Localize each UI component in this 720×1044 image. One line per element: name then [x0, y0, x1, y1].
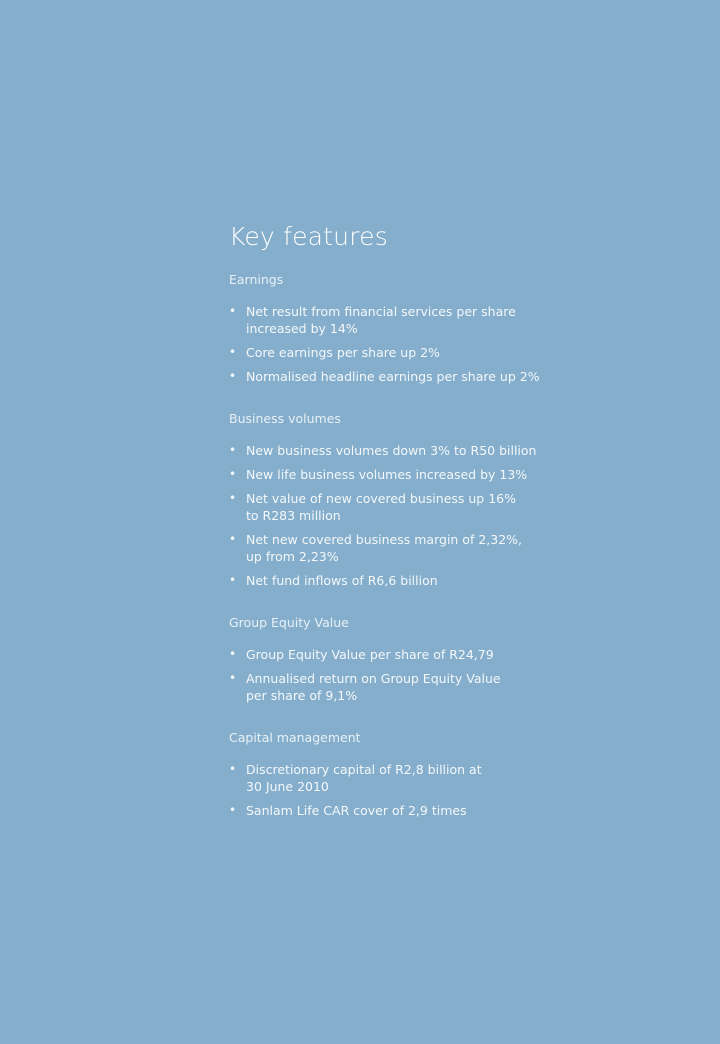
section-heading: Capital management	[229, 730, 361, 745]
bullet-icon: •	[229, 573, 237, 587]
list-item	[229, 344, 669, 361]
section-heading: Business volumes	[229, 411, 341, 426]
section-capital-management	[229, 730, 669, 819]
list-item	[229, 531, 669, 565]
bullet-icon: •	[229, 532, 237, 546]
bullet-icon: •	[229, 671, 237, 685]
list-item	[229, 466, 669, 483]
bullet-icon: •	[229, 803, 237, 817]
bullet-text: Net result from financial services per share increased by 14%	[246, 304, 516, 336]
list-item	[229, 670, 669, 704]
list-item	[229, 303, 669, 337]
bullet-icon: •	[229, 345, 237, 359]
list-item	[229, 572, 669, 589]
list-item	[229, 442, 669, 459]
list-item	[229, 368, 669, 385]
bullet-text: Group Equity Value per share of R24,79	[246, 647, 494, 662]
section-earnings	[229, 272, 669, 385]
bullet-text: Net value of new covered business up 16% to R283 million	[246, 491, 517, 523]
section-business-volumes	[229, 411, 669, 589]
bullet-text: Normalised headline earnings per share up 2%	[246, 369, 540, 384]
bullet-text: Net new covered business margin of 2,32%, up from 2,23%	[246, 532, 523, 564]
list-item	[229, 761, 669, 795]
bullet-list	[229, 303, 669, 385]
bullet-icon: •	[229, 647, 237, 661]
bullet-text: New life business volumes increased by 13%	[246, 467, 528, 482]
list-item	[229, 802, 669, 819]
sections-container	[229, 272, 669, 819]
section-heading: Earnings	[229, 272, 284, 287]
key-features-panel	[229, 222, 669, 845]
bullet-icon: •	[229, 304, 237, 318]
bullet-icon: •	[229, 762, 237, 776]
bullet-icon: •	[229, 491, 237, 505]
bullet-list	[229, 761, 669, 819]
bullet-icon: •	[229, 467, 237, 481]
list-item	[229, 490, 669, 524]
bullet-text: Core earnings per share up 2%	[246, 345, 440, 360]
bullet-icon: •	[229, 443, 237, 457]
bullet-list	[229, 442, 669, 589]
bullet-text: Discretionary capital of R2,8 billion at 30 June 2010	[246, 762, 482, 794]
bullet-text: Annualised return on Group Equity Value per share of 9,1%	[246, 671, 501, 703]
section-heading: Group Equity Value	[229, 615, 349, 630]
list-item	[229, 646, 669, 663]
page-title: Key features	[229, 222, 388, 251]
bullet-text: New business volumes down 3% to R50 billion	[246, 443, 537, 458]
bullet-text: Net fund inflows of R6,6 billion	[246, 573, 438, 588]
section-group-equity-value	[229, 615, 669, 704]
bullet-text: Sanlam Life CAR cover of 2,9 times	[246, 803, 467, 818]
bullet-list	[229, 646, 669, 704]
bullet-icon: •	[229, 369, 237, 383]
